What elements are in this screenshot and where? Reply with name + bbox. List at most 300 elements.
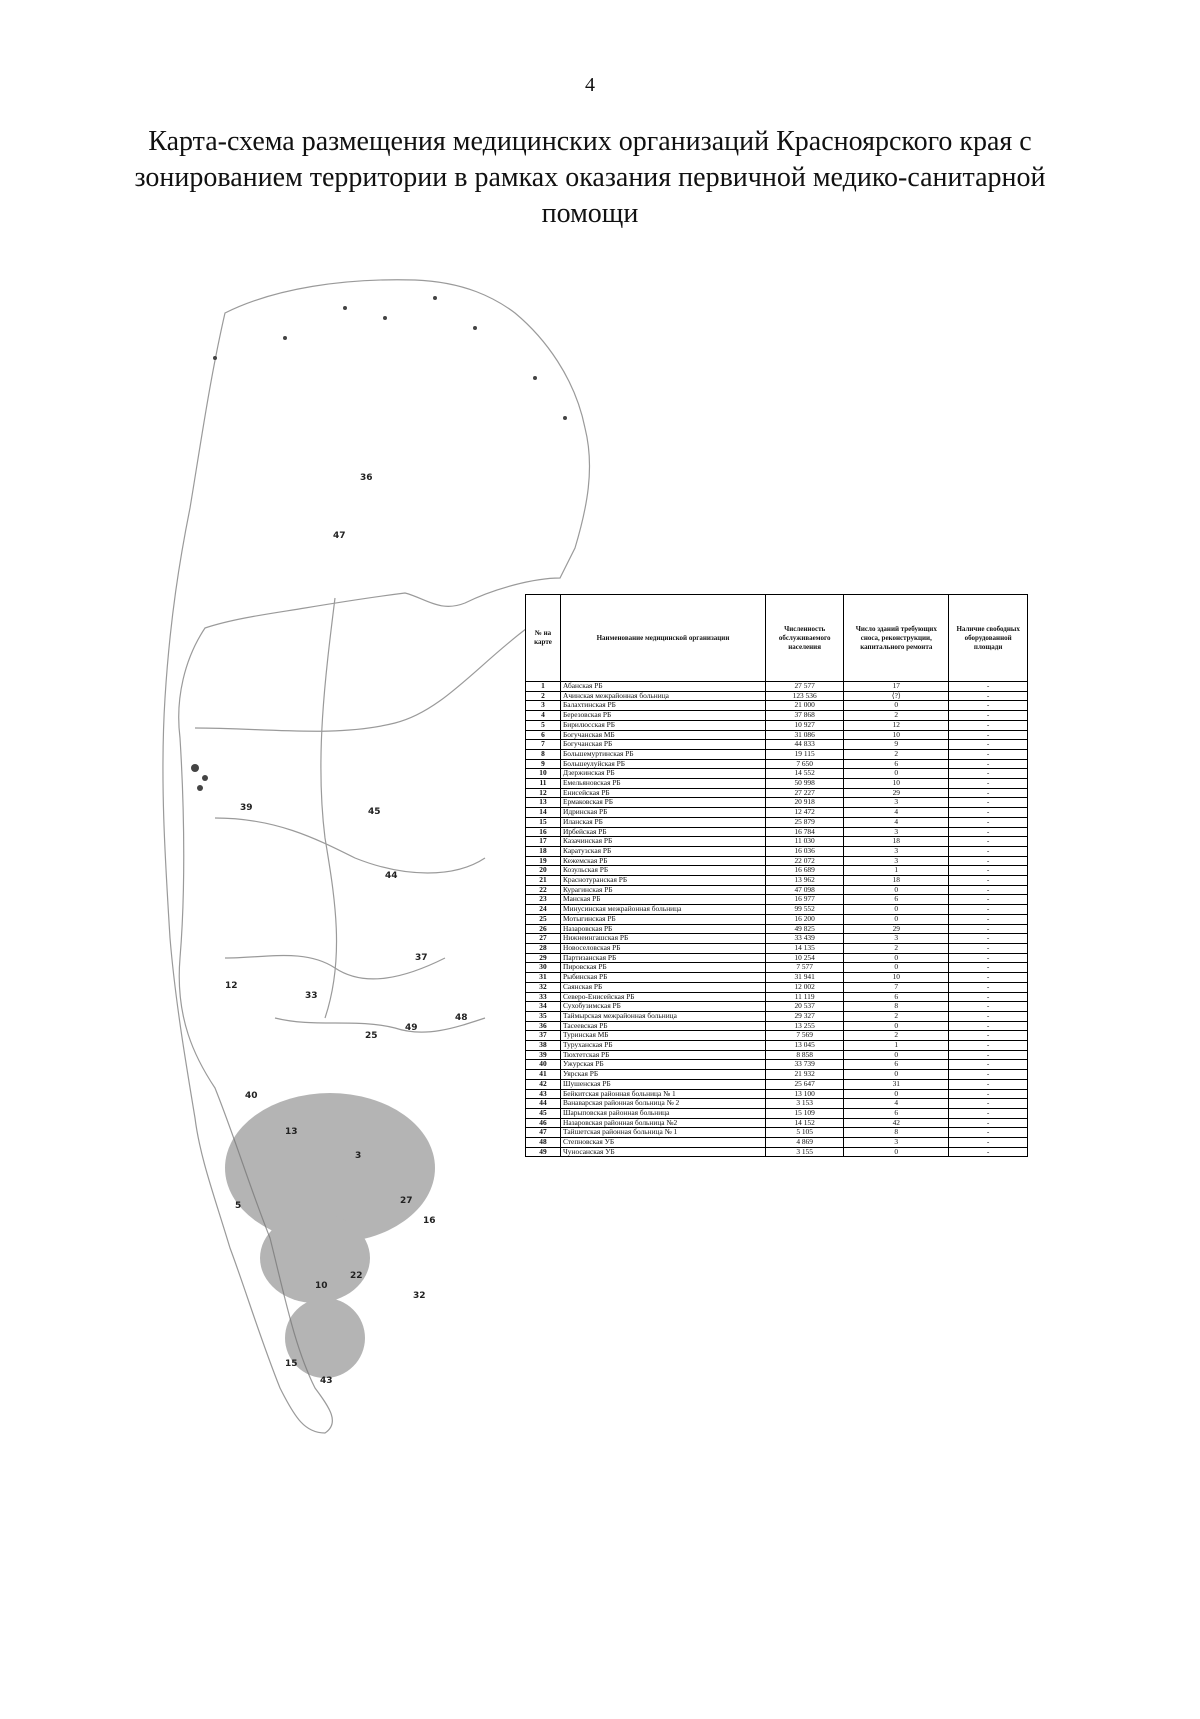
cell-population: 5 105 xyxy=(766,1128,844,1138)
cell-buildings: 0 xyxy=(844,885,949,895)
page-number: 4 xyxy=(585,74,595,96)
cell-name: Манская РБ xyxy=(561,895,766,905)
table-row xyxy=(526,973,1028,983)
table-row xyxy=(526,1147,1028,1157)
table-row xyxy=(526,866,1028,876)
col-header-name: Наименование медицинской организации xyxy=(561,595,766,682)
cell-buildings: 1 xyxy=(844,1041,949,1051)
cell-population: 7 577 xyxy=(766,963,844,973)
cell-number: 17 xyxy=(526,837,561,847)
cell-buildings: 1 xyxy=(844,866,949,876)
map-label: 33 xyxy=(305,991,318,1001)
cell-population: 20 537 xyxy=(766,1002,844,1012)
cell-name: Чуносанская УБ xyxy=(561,1147,766,1157)
cell-free-area: - xyxy=(949,924,1028,934)
cell-buildings: 3 xyxy=(844,934,949,944)
cell-number: 6 xyxy=(526,730,561,740)
cell-buildings: 6 xyxy=(844,759,949,769)
table-row xyxy=(526,856,1028,866)
cell-buildings: 3 xyxy=(844,856,949,866)
cell-name: Туринская МБ xyxy=(561,1031,766,1041)
cell-buildings: 2 xyxy=(844,1031,949,1041)
district-border xyxy=(215,818,485,873)
cell-number: 25 xyxy=(526,914,561,924)
cell-buildings: 4 xyxy=(844,1099,949,1109)
cell-number: 23 xyxy=(526,895,561,905)
map-label: 27 xyxy=(400,1196,413,1206)
cell-population: 11 030 xyxy=(766,837,844,847)
cell-population: 21 932 xyxy=(766,1070,844,1080)
cell-population: 12 002 xyxy=(766,982,844,992)
cell-free-area: - xyxy=(949,730,1028,740)
cell-name: Мотыгинская РБ xyxy=(561,914,766,924)
map-label: 12 xyxy=(225,981,238,991)
cell-free-area: - xyxy=(949,885,1028,895)
cell-free-area: - xyxy=(949,691,1028,701)
cell-buildings: 0 xyxy=(844,1021,949,1031)
map-label: 48 xyxy=(455,1013,468,1023)
cell-name: Рыбинская РБ xyxy=(561,973,766,983)
cell-buildings: 2 xyxy=(844,1011,949,1021)
cell-number: 2 xyxy=(526,691,561,701)
cell-number: 18 xyxy=(526,846,561,856)
table-row xyxy=(526,846,1028,856)
table-row xyxy=(526,885,1028,895)
cell-number: 27 xyxy=(526,934,561,944)
map-label: 44 xyxy=(385,871,398,881)
cell-buildings: 0 xyxy=(844,914,949,924)
cell-buildings: 4 xyxy=(844,808,949,818)
cell-name: Краснотуранская РБ xyxy=(561,876,766,886)
cell-name: Степновская УБ xyxy=(561,1138,766,1148)
table-row xyxy=(526,730,1028,740)
cell-buildings: 0 xyxy=(844,1050,949,1060)
cell-buildings: 31 xyxy=(844,1079,949,1089)
cell-free-area: - xyxy=(949,953,1028,963)
cell-name: Северо-Енисейская РБ xyxy=(561,992,766,1002)
cell-name: Большемуртинская РБ xyxy=(561,749,766,759)
cell-name: Назаровская районная больница №2 xyxy=(561,1118,766,1128)
cell-name: Ермаковская РБ xyxy=(561,798,766,808)
cell-population: 13 100 xyxy=(766,1089,844,1099)
cell-population: 14 152 xyxy=(766,1118,844,1128)
table-row xyxy=(526,798,1028,808)
cell-number: 14 xyxy=(526,808,561,818)
cell-name: Партизанская РБ xyxy=(561,953,766,963)
cell-number: 3 xyxy=(526,701,561,711)
cell-buildings: 0 xyxy=(844,953,949,963)
cell-free-area: - xyxy=(949,973,1028,983)
cell-name: Балахтинская РБ xyxy=(561,701,766,711)
table-row xyxy=(526,1138,1028,1148)
table-row xyxy=(526,1011,1028,1021)
cell-population: 19 115 xyxy=(766,749,844,759)
cell-free-area: - xyxy=(949,1118,1028,1128)
table-row xyxy=(526,740,1028,750)
cell-free-area: - xyxy=(949,1079,1028,1089)
cell-buildings: ⟨?⟩ xyxy=(844,691,949,701)
cell-buildings: 0 xyxy=(844,701,949,711)
col-header-free-area: Наличие свободных оборудованной площади xyxy=(949,595,1028,682)
table-row xyxy=(526,701,1028,711)
cell-free-area: - xyxy=(949,1108,1028,1118)
cell-number: 42 xyxy=(526,1079,561,1089)
cell-buildings: 0 xyxy=(844,1070,949,1080)
cell-buildings: 18 xyxy=(844,837,949,847)
cell-population: 16 200 xyxy=(766,914,844,924)
cell-number: 43 xyxy=(526,1089,561,1099)
map-label: 32 xyxy=(413,1291,426,1301)
cell-buildings: 3 xyxy=(844,846,949,856)
cell-free-area: - xyxy=(949,914,1028,924)
cell-free-area: - xyxy=(949,1011,1028,1021)
cell-free-area: - xyxy=(949,876,1028,886)
table-row xyxy=(526,759,1028,769)
map-label: 43 xyxy=(320,1376,333,1386)
cell-free-area: - xyxy=(949,808,1028,818)
cell-free-area: - xyxy=(949,1041,1028,1051)
table-row xyxy=(526,1060,1028,1070)
cell-buildings: 10 xyxy=(844,730,949,740)
cell-population: 13 962 xyxy=(766,876,844,886)
cell-number: 36 xyxy=(526,1021,561,1031)
table-row xyxy=(526,895,1028,905)
cell-number: 7 xyxy=(526,740,561,750)
cell-buildings: 8 xyxy=(844,1002,949,1012)
document-title: Карта-схема размещения медицинских организаций Красноярского края с зонированием территории в рамках оказания первичной медико-санитарной помощи xyxy=(134,126,1046,229)
cell-population: 8 858 xyxy=(766,1050,844,1060)
table-row xyxy=(526,769,1028,779)
cell-population: 15 109 xyxy=(766,1108,844,1118)
cell-name: Таймырская межрайонная больница xyxy=(561,1011,766,1021)
cell-number: 19 xyxy=(526,856,561,866)
cell-free-area: - xyxy=(949,759,1028,769)
cell-population: 7 650 xyxy=(766,759,844,769)
cell-number: 13 xyxy=(526,798,561,808)
cell-free-area: - xyxy=(949,827,1028,837)
cell-free-area: - xyxy=(949,701,1028,711)
table-row xyxy=(526,905,1028,915)
cell-population: 13 045 xyxy=(766,1041,844,1051)
cell-name: Кежемская РБ xyxy=(561,856,766,866)
table-row xyxy=(526,943,1028,953)
district-border xyxy=(321,598,337,1018)
cell-number: 22 xyxy=(526,885,561,895)
cell-buildings: 29 xyxy=(844,924,949,934)
cell-name: Бирилюсская РБ xyxy=(561,720,766,730)
table-row xyxy=(526,749,1028,759)
cell-free-area: - xyxy=(949,856,1028,866)
cell-buildings: 2 xyxy=(844,711,949,721)
cell-population: 33 439 xyxy=(766,934,844,944)
table-row xyxy=(526,682,1028,692)
cell-number: 35 xyxy=(526,1011,561,1021)
cell-population: 7 569 xyxy=(766,1031,844,1041)
map-label: 49 xyxy=(405,1023,418,1033)
cell-free-area: - xyxy=(949,779,1028,789)
cell-free-area: - xyxy=(949,866,1028,876)
table-row xyxy=(526,1070,1028,1080)
cell-population: 49 825 xyxy=(766,924,844,934)
cell-population: 3 153 xyxy=(766,1099,844,1109)
cell-population: 31 086 xyxy=(766,730,844,740)
cell-population: 16 784 xyxy=(766,827,844,837)
table-row xyxy=(526,1118,1028,1128)
cell-buildings: 0 xyxy=(844,905,949,915)
table-header-row xyxy=(526,595,1028,682)
cell-name: Тайшетская районная больница № 1 xyxy=(561,1128,766,1138)
map-label: 45 xyxy=(368,807,381,817)
map-label: 13 xyxy=(285,1127,298,1137)
cell-buildings: 3 xyxy=(844,1138,949,1148)
cell-population: 20 918 xyxy=(766,798,844,808)
cell-population: 31 941 xyxy=(766,973,844,983)
map-label: 25 xyxy=(365,1031,378,1041)
cell-buildings: 6 xyxy=(844,1060,949,1070)
cell-buildings: 9 xyxy=(844,740,949,750)
cell-population: 37 868 xyxy=(766,711,844,721)
cell-buildings: 0 xyxy=(844,769,949,779)
cell-free-area: - xyxy=(949,749,1028,759)
cell-free-area: - xyxy=(949,817,1028,827)
table-row xyxy=(526,1108,1028,1118)
cell-free-area: - xyxy=(949,682,1028,692)
cell-population: 13 255 xyxy=(766,1021,844,1031)
cell-buildings: 18 xyxy=(844,876,949,886)
table-row xyxy=(526,953,1028,963)
cell-free-area: - xyxy=(949,905,1028,915)
cell-population: 10 254 xyxy=(766,953,844,963)
cell-free-area: - xyxy=(949,1138,1028,1148)
cell-name: Козульская РБ xyxy=(561,866,766,876)
cell-buildings: 6 xyxy=(844,895,949,905)
cell-number: 16 xyxy=(526,827,561,837)
cell-number: 29 xyxy=(526,953,561,963)
cell-buildings: 42 xyxy=(844,1118,949,1128)
table-row xyxy=(526,711,1028,721)
cell-name: Енисейская РБ xyxy=(561,788,766,798)
table-row xyxy=(526,1041,1028,1051)
cell-population: 14 552 xyxy=(766,769,844,779)
cell-population: 16 977 xyxy=(766,895,844,905)
cell-number: 39 xyxy=(526,1050,561,1060)
cell-name: Казачинская РБ xyxy=(561,837,766,847)
table-row xyxy=(526,1099,1028,1109)
cell-free-area: - xyxy=(949,1002,1028,1012)
cell-population: 10 927 xyxy=(766,720,844,730)
cell-buildings: 10 xyxy=(844,973,949,983)
cell-name: Идринская РБ xyxy=(561,808,766,818)
cell-number: 41 xyxy=(526,1070,561,1080)
cell-free-area: - xyxy=(949,1147,1028,1157)
district-border xyxy=(275,1018,485,1032)
cell-name: Новоселовская РБ xyxy=(561,943,766,953)
cell-free-area: - xyxy=(949,1099,1028,1109)
cell-number: 38 xyxy=(526,1041,561,1051)
cell-population: 4 869 xyxy=(766,1138,844,1148)
cell-population: 12 472 xyxy=(766,808,844,818)
cell-name: Шарыповская районная больница xyxy=(561,1108,766,1118)
table-row xyxy=(526,1089,1028,1099)
cell-number: 44 xyxy=(526,1099,561,1109)
map-label: 5 xyxy=(235,1201,242,1211)
cell-population: 14 135 xyxy=(766,943,844,953)
table-row xyxy=(526,1079,1028,1089)
cell-name: Каратузская РБ xyxy=(561,846,766,856)
cell-free-area: - xyxy=(949,982,1028,992)
cell-name: Ирбейская РБ xyxy=(561,827,766,837)
cell-number: 47 xyxy=(526,1128,561,1138)
cell-free-area: - xyxy=(949,1031,1028,1041)
cell-name: Ачинская межрайонная больница xyxy=(561,691,766,701)
table-row xyxy=(526,1050,1028,1060)
cell-population: 25 879 xyxy=(766,817,844,827)
cell-name: Бейкитская районная больница № 1 xyxy=(561,1089,766,1099)
cell-population: 50 998 xyxy=(766,779,844,789)
cell-population: 27 577 xyxy=(766,682,844,692)
cell-population: 99 552 xyxy=(766,905,844,915)
table-row xyxy=(526,788,1028,798)
cell-buildings: 6 xyxy=(844,992,949,1002)
table-row xyxy=(526,914,1028,924)
cell-free-area: - xyxy=(949,769,1028,779)
cell-population: 25 647 xyxy=(766,1079,844,1089)
cell-free-area: - xyxy=(949,1070,1028,1080)
cell-buildings: 29 xyxy=(844,788,949,798)
cell-number: 4 xyxy=(526,711,561,721)
cell-number: 49 xyxy=(526,1147,561,1157)
map-label: 3 xyxy=(355,1151,362,1161)
cell-number: 33 xyxy=(526,992,561,1002)
cell-buildings: 7 xyxy=(844,982,949,992)
cell-name: Тюхтетская РБ xyxy=(561,1050,766,1060)
cell-buildings: 3 xyxy=(844,798,949,808)
cell-number: 32 xyxy=(526,982,561,992)
table-row xyxy=(526,876,1028,886)
table-row xyxy=(526,992,1028,1002)
cell-buildings: 10 xyxy=(844,779,949,789)
cell-free-area: - xyxy=(949,1089,1028,1099)
cell-free-area: - xyxy=(949,895,1028,905)
table-row xyxy=(526,1021,1028,1031)
cell-name: Курагинская РБ xyxy=(561,885,766,895)
table-row xyxy=(526,963,1028,973)
cell-buildings: 0 xyxy=(844,1089,949,1099)
map-label: 15 xyxy=(285,1359,298,1369)
cell-number: 15 xyxy=(526,817,561,827)
table-row xyxy=(526,817,1028,827)
table-row xyxy=(526,924,1028,934)
table-row xyxy=(526,982,1028,992)
cell-free-area: - xyxy=(949,963,1028,973)
cell-buildings: 12 xyxy=(844,720,949,730)
cell-free-area: - xyxy=(949,1128,1028,1138)
cell-name: Тасеевская РБ xyxy=(561,1021,766,1031)
cell-buildings: 0 xyxy=(844,1147,949,1157)
map-label: 37 xyxy=(415,953,428,963)
cell-number: 10 xyxy=(526,769,561,779)
district-border xyxy=(195,598,575,731)
cell-name: Шушенская РБ xyxy=(561,1079,766,1089)
cell-number: 45 xyxy=(526,1108,561,1118)
cell-name: Минусинская межрайонная больница xyxy=(561,905,766,915)
cell-free-area: - xyxy=(949,1060,1028,1070)
cell-free-area: - xyxy=(949,798,1028,808)
cell-number: 31 xyxy=(526,973,561,983)
cell-free-area: - xyxy=(949,1050,1028,1060)
cell-population: 123 536 xyxy=(766,691,844,701)
table-row xyxy=(526,720,1028,730)
cell-buildings: 2 xyxy=(844,943,949,953)
cell-number: 40 xyxy=(526,1060,561,1070)
cell-free-area: - xyxy=(949,934,1028,944)
cell-number: 12 xyxy=(526,788,561,798)
table-row xyxy=(526,827,1028,837)
cell-number: 1 xyxy=(526,682,561,692)
organizations-table xyxy=(525,594,1028,1157)
cell-free-area: - xyxy=(949,711,1028,721)
col-header-buildings: Число зданий требующих сноса, реконструкции, капитального ремонта xyxy=(844,595,949,682)
map-label: 39 xyxy=(240,803,253,813)
cell-population: 44 833 xyxy=(766,740,844,750)
cell-population: 27 227 xyxy=(766,788,844,798)
cell-number: 11 xyxy=(526,779,561,789)
cell-population: 11 119 xyxy=(766,992,844,1002)
cell-number: 48 xyxy=(526,1138,561,1148)
cell-population: 21 000 xyxy=(766,701,844,711)
cell-number: 8 xyxy=(526,749,561,759)
cell-name: Емельяновская РБ xyxy=(561,779,766,789)
cell-free-area: - xyxy=(949,1021,1028,1031)
cell-name: Дзержинская РБ xyxy=(561,769,766,779)
cell-name: Большеулуйская РБ xyxy=(561,759,766,769)
cell-number: 46 xyxy=(526,1118,561,1128)
cell-population: 16 689 xyxy=(766,866,844,876)
cell-name: Ужурская РБ xyxy=(561,1060,766,1070)
table-row xyxy=(526,837,1028,847)
cell-free-area: - xyxy=(949,740,1028,750)
cell-population: 29 327 xyxy=(766,1011,844,1021)
cell-name: Березовская РБ xyxy=(561,711,766,721)
cell-free-area: - xyxy=(949,720,1028,730)
cell-number: 5 xyxy=(526,720,561,730)
cell-free-area: - xyxy=(949,992,1028,1002)
cell-name: Абанская РБ xyxy=(561,682,766,692)
col-header-population: Численность обслуживаемого населения xyxy=(766,595,844,682)
cell-number: 9 xyxy=(526,759,561,769)
cell-name: Иланская РБ xyxy=(561,817,766,827)
cell-buildings: 8 xyxy=(844,1128,949,1138)
cell-free-area: - xyxy=(949,943,1028,953)
table-row xyxy=(526,779,1028,789)
cell-population: 3 155 xyxy=(766,1147,844,1157)
cell-name: Назаровская РБ xyxy=(561,924,766,934)
cell-population: 47 098 xyxy=(766,885,844,895)
cell-buildings: 3 xyxy=(844,827,949,837)
table-row xyxy=(526,808,1028,818)
cell-free-area: - xyxy=(949,788,1028,798)
cell-name: Саянская РБ xyxy=(561,982,766,992)
cell-number: 28 xyxy=(526,943,561,953)
cell-number: 20 xyxy=(526,866,561,876)
cell-buildings: 4 xyxy=(844,817,949,827)
cell-number: 37 xyxy=(526,1031,561,1041)
cell-free-area: - xyxy=(949,837,1028,847)
cell-name: Богучанская МБ xyxy=(561,730,766,740)
cell-name: Сухобузимская РБ xyxy=(561,1002,766,1012)
cell-number: 24 xyxy=(526,905,561,915)
table-row xyxy=(526,691,1028,701)
